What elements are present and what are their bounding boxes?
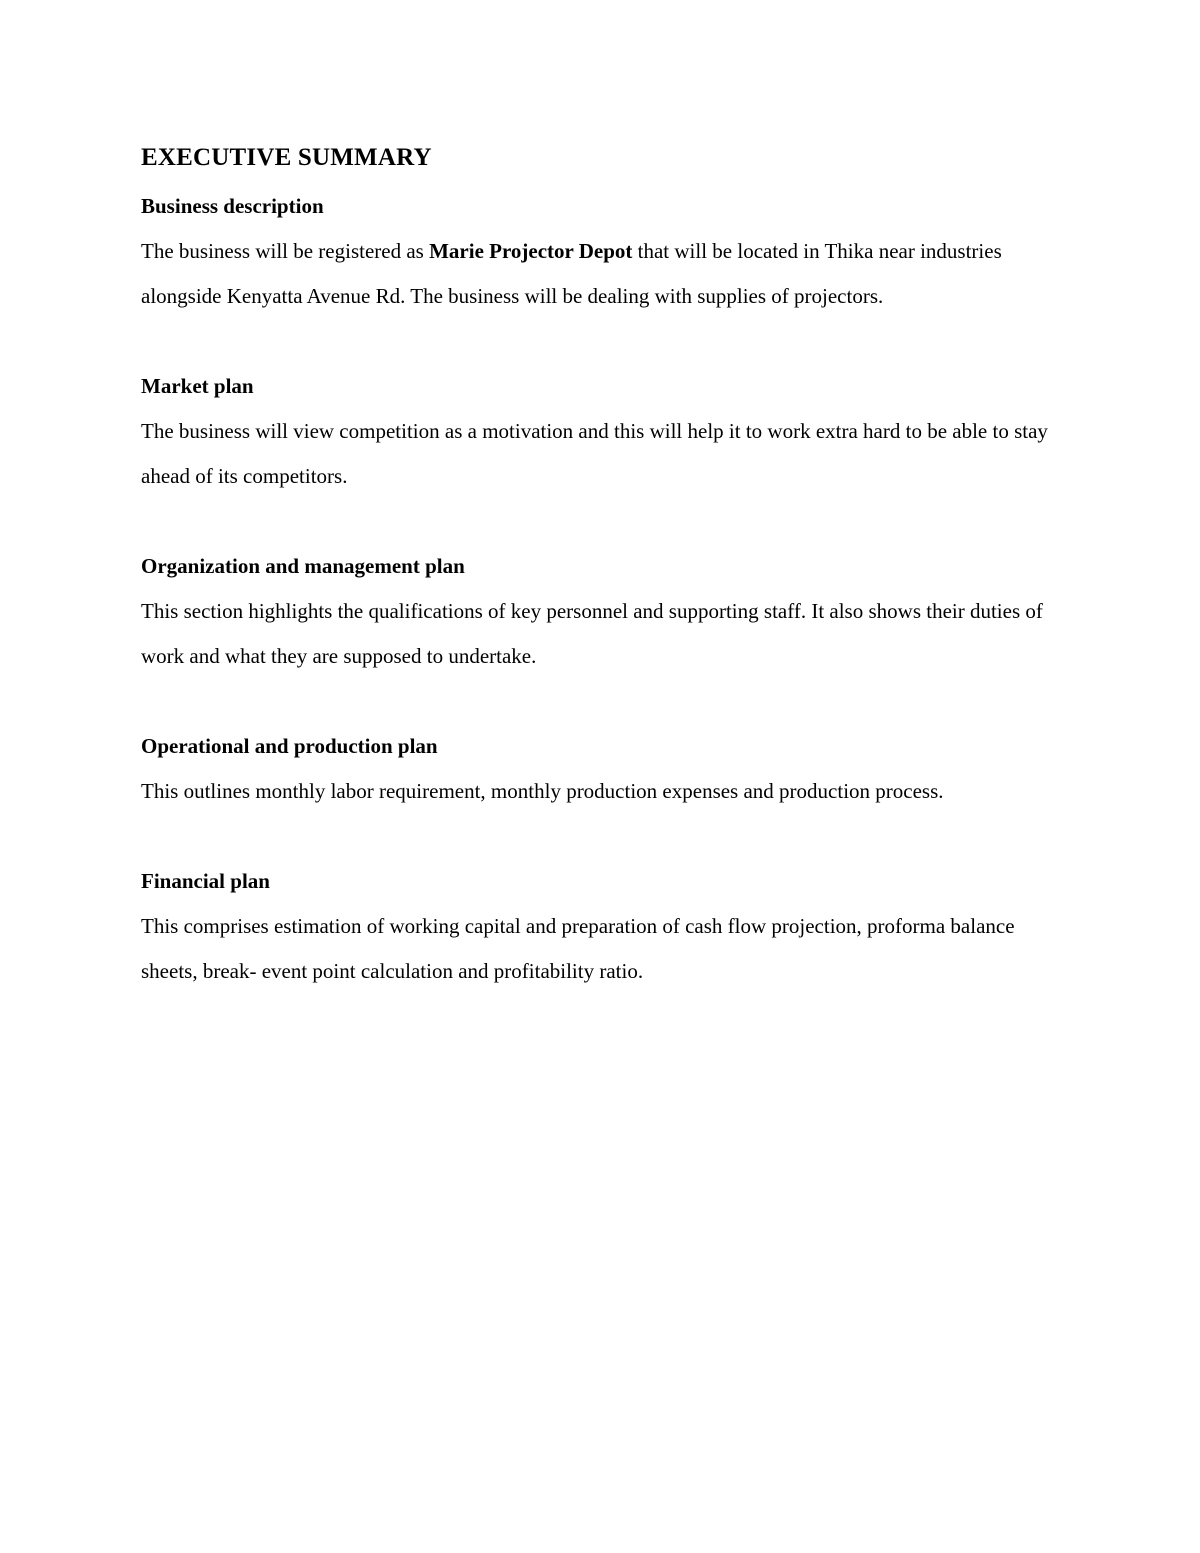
document-content [141,138,1061,994]
section-body-business-description [141,229,1061,319]
section-market-plan [141,364,1061,499]
section-financial-plan [141,859,1061,994]
section-heading-operational-production-plan: Operational and production plan [141,734,438,758]
business-name: Marie Projector Depot [429,239,633,263]
body-text-tail: that will be located in Thika near industries alongside Kenyatta Avenue Rd. The business will be dealing with supplies of projectors. [141,239,1002,308]
section-business-description [141,184,1061,319]
section-body-organization-management-plan: This section highlights the qualifications of key personnel and supporting staff. It also shows their duties of work and what they are supposed to undertake. [141,599,1043,668]
section-heading-market-plan: Market plan [141,374,254,398]
body-text-lead: The business will be registered as [141,239,430,263]
section-heading-financial-plan: Financial plan [141,869,270,893]
section-body-financial-plan: This comprises estimation of working capital and preparation of cash flow projection, proforma balance sheets, break- event point calculation and profitability ratio. [141,914,1015,983]
section-operational-production-plan [141,724,1061,814]
section-heading-organization-management-plan: Organization and management plan [141,554,465,578]
section-body-operational-production-plan: This outlines monthly labor requirement, monthly production expenses and production process. [141,779,944,803]
section-heading-business-description: Business description [141,194,324,218]
document-title: EXECUTIVE SUMMARY [141,144,432,171]
section-body-market-plan: The business will view competition as a motivation and this will help it to work extra hard to be able to stay ahead of its competitors. [141,419,1048,488]
section-organization-management-plan [141,544,1061,679]
